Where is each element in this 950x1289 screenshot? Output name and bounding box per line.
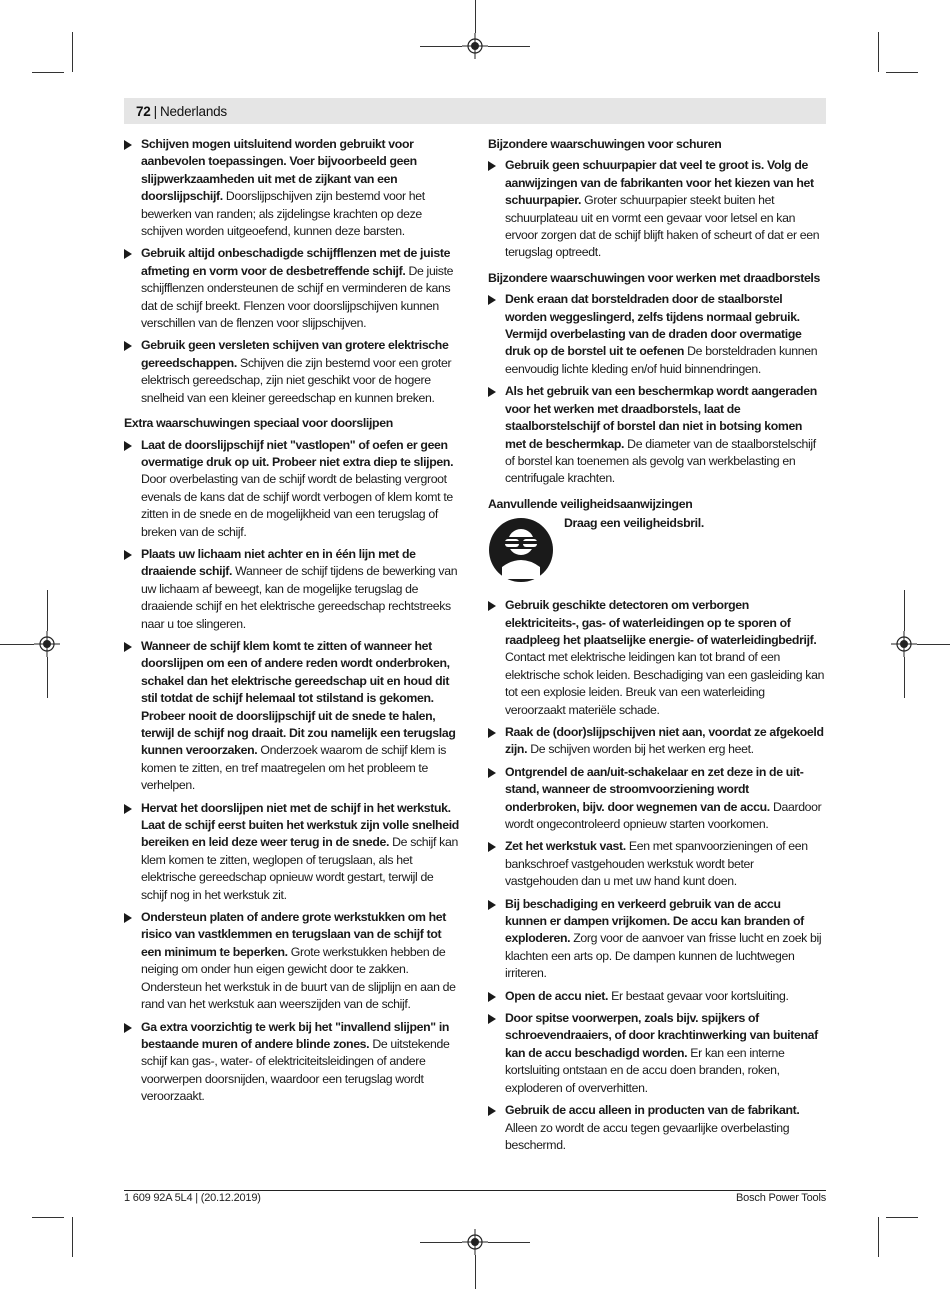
warning-bold-text: Denk eraan dat borsteldraden door de staalborstel worden weggeslingerd, zelfs tijdens normaal gebruik. Vermijd overbelasting van de draden door overmatige druk op de borstel uit te oefenen xyxy=(505,292,802,359)
warning-bold-text: Wanneer de schijf klem komt te zitten of wanneer het doorslijpen om een of andere reden wordt onderbroken, schakel dan het elektrische gereedschap uit en houd dit stil totdat de schijf helemaal tot stilstand is gekomen. Probeer nooit de doorslijpschijf uit de snede te halen, terwijl de schijf nog draait. Dit zou namelijk een terugslag kunnen veroorzaken. xyxy=(141,638,456,758)
warning-body-text: Doorslijpschijven zijn bestemd voor het bewerken van randen; als zijdelingse krachten op deze schijven worden uitgeoefend, kunnen deze barsten. xyxy=(141,189,425,239)
warning-body-text: De borsteldraden kunnen eenvoudig lichte kleding en/of huid binnendringen. xyxy=(505,344,818,376)
warning-bold-text: Gebruik de accu alleen in producten van de fabrikant. xyxy=(505,1103,800,1118)
triangle-right-icon xyxy=(488,728,496,738)
footer-brand: Bosch Power Tools xyxy=(736,1192,826,1204)
warning-body-text: De uitstekende schijf kan gas-, water- of elektriciteitsleidingen of andere voorwerpen doorsnijden, waardoor een terugslag wordt veroorzaakt. xyxy=(141,1036,450,1104)
warning-item xyxy=(488,291,825,378)
triangle-right-icon xyxy=(488,1014,496,1024)
safety-notice-text: Draag een veiligheidsbril. xyxy=(564,516,704,531)
warning-body-text: Schijven die zijn bestemd voor een groter elektrisch gereedschap, zijn niet geschikt voor de hogere snelheid van een kleiner gereedschap en kunnen breken. xyxy=(141,355,452,405)
warning-body-text: Grote werkstukken hebben de neiging om onder hun eigen gewicht door te zakken. Ondersteun het werkstuk in de buurt van de slijplijn en aan de rand van het werkstuk aan weerszijden van de schijf. xyxy=(141,944,456,1012)
warning-bold-text: Bij beschadiging en verkeerd gebruik van de accu kunnen er dampen vrijkomen. De accu kan branden of exploderen. xyxy=(505,896,804,946)
warning-bold-text: Raak de (door)slijpschijven niet aan, voordat ze afgekoeld zijn. xyxy=(505,724,824,757)
warning-item xyxy=(124,1019,461,1106)
warning-item xyxy=(488,838,825,890)
page-header xyxy=(124,98,826,124)
footer-rule xyxy=(124,1190,826,1191)
triangle-right-icon xyxy=(124,804,132,814)
warning-item xyxy=(488,597,825,719)
warning-body-text: De diameter van de staalborstelschijf of borstel kan toenemen als gevolg van werkbelasting en centrifugale krachten. xyxy=(505,436,816,486)
warning-bold-text: Hervat het doorslijpen niet met de schijf in het werkstuk. Laat de schijf eerst buiten het werkstuk zijn volle snelheid bereiken en leid deze weer terug in de snede. xyxy=(141,800,459,850)
warning-body-text: Er bestaat gevaar voor kortsluiting. xyxy=(608,988,789,1003)
triangle-right-icon xyxy=(124,441,132,451)
crop-mark xyxy=(886,72,918,73)
triangle-right-icon xyxy=(488,161,496,171)
section-heading: Bijzondere waarschuwingen voor schuren xyxy=(488,137,722,151)
crop-mark xyxy=(420,1242,462,1243)
warning-body-text: Alleen zo wordt de accu tegen gevaarlijke overbelasting beschermd. xyxy=(505,1120,790,1152)
triangle-right-icon xyxy=(124,341,132,351)
triangle-right-icon xyxy=(124,249,132,259)
warning-body-text: Daardoor wordt ongecontroleerd opnieuw starten voorkomen. xyxy=(505,799,822,831)
triangle-right-icon xyxy=(124,1023,132,1033)
warning-body-text: Een met spanvoorzieningen of een bankschroef vastgehouden werkstuk wordt beter vastgehouden dan u met uw hand kunt doen. xyxy=(505,839,808,889)
warning-item xyxy=(124,437,461,541)
warning-bold-text: Ga extra voorzichtig te werk bij het "invallend slijpen" in bestaande muren of andere blinde zones. xyxy=(141,1019,450,1051)
warning-item xyxy=(124,800,461,904)
footer-document-code: 1 609 92A 5L4 | (20.12.2019) xyxy=(124,1192,261,1204)
warning-item xyxy=(488,1102,825,1154)
warning-item xyxy=(488,988,825,1005)
triangle-right-icon xyxy=(488,387,496,397)
crop-mark xyxy=(475,0,476,33)
registration-mark-icon xyxy=(462,33,488,59)
crop-mark xyxy=(32,72,64,73)
triangle-right-icon xyxy=(124,913,132,923)
warning-body-text: Contact met elektrische leidingen kan tot brand of een elektrische schok leiden. Beschadiging van een gasleiding kan tot een explosie leiden. Breuk van een waterleiding veroorzaakt materiële schade. xyxy=(505,650,825,717)
registration-mark-icon xyxy=(34,631,60,657)
triangle-right-icon xyxy=(124,140,132,150)
warning-item xyxy=(124,245,461,332)
triangle-right-icon xyxy=(124,550,132,560)
warning-body-text: Wanneer de schijf tijdens de bewerking van uw lichaam af beweegt, kan de mogelijke terugslag de draaiende schijf en het elektrische gereedschap rechtstreeks naar u toe slingeren. xyxy=(141,564,458,631)
section-heading: Extra waarschuwingen speciaal voor doorslijpen xyxy=(124,416,393,431)
header-separator: | xyxy=(153,103,157,119)
warning-item xyxy=(488,383,825,487)
triangle-right-icon xyxy=(488,992,496,1002)
warning-item xyxy=(488,724,825,759)
warning-item xyxy=(488,764,825,834)
warning-body-text: Er kan een interne kortsluiting ontstaan en de accu doen branden, roken, exploderen of oververhitten. xyxy=(505,1045,785,1095)
crop-mark xyxy=(878,32,879,72)
crop-mark xyxy=(886,1217,918,1218)
warning-bold-text: Gebruik geen schuurpapier dat veel te groot is. Volg de aanwijzingen van de fabrikanten voor het kiezen van het schuurpapier. xyxy=(505,158,814,208)
crop-mark xyxy=(904,657,905,698)
page-number: 72 xyxy=(136,103,151,119)
left-column xyxy=(124,136,461,1111)
section-heading: Bijzondere waarschuwingen voor werken met draadborstels xyxy=(488,270,820,285)
warning-bold-text: Zet het werkstuk vast. xyxy=(505,839,626,854)
warning-bold-text: Laat de doorslijpschijf niet "vastlopen" of oefen er geen overmatige druk op uit. Probeer niet extra diep te slijpen. xyxy=(141,437,454,469)
crop-mark xyxy=(878,1217,879,1257)
crop-mark xyxy=(917,644,950,645)
warning-bold-text: Ondersteun platen of andere grote werkstukken om het risico van vastklemmen en terugslaan van de schijf tot een minimum te beperken. xyxy=(141,910,447,959)
registration-mark-icon xyxy=(891,631,917,657)
triangle-right-icon xyxy=(488,768,496,778)
warning-body-text: De schijf kan klem komen te zitten, weglopen of terugslaan, als het elektrische gereedschap opnieuw wordt gestart, terwijl de schijf nog in het werkstuk zit. xyxy=(141,835,458,902)
warning-bold-text: Gebruik geschikte detectoren om verborgen elektriciteits-, gas- of waterleidingen op te sporen of raadpleeg het plaatselijke energie- of waterleidingbedrijf. xyxy=(505,598,817,647)
warning-body-text: Groter schuurpapier steekt buiten het schuurplateau uit en vormt een gevaar voor letsel en kan ervoor zorgen dat de schijf blijft haken of scheurt of dat er een terugslag optreedt. xyxy=(505,193,820,260)
warning-body-text: Zorg voor de aanvoer van frisse lucht en zoek bij klachten een arts op. De dampen kunnen de luchtwegen irriteren. xyxy=(505,931,822,981)
crop-mark xyxy=(475,1255,476,1289)
warning-item xyxy=(124,337,461,407)
right-column xyxy=(488,136,825,1159)
triangle-right-icon xyxy=(488,900,496,910)
crop-mark xyxy=(488,46,530,47)
warning-bold-text: Open de accu niet. xyxy=(505,988,609,1003)
warning-body-text: De juiste schijfflenzen ondersteunen de schijf en verminderen de kans dat de schijf breekt. Flenzen voor doorslijpschijven kunnen verschillen van de flenzen voor slijpschijven. xyxy=(141,263,454,331)
warning-bold-text: Plaats uw lichaam niet achter en in één lijn met de draaiende schijf. xyxy=(141,546,416,579)
crop-mark xyxy=(904,590,905,631)
triangle-right-icon xyxy=(488,295,496,305)
triangle-right-icon xyxy=(488,1106,496,1116)
section-heading: Aanvullende veiligheidsaanwijzingen xyxy=(488,496,693,511)
registration-mark-icon xyxy=(462,1229,488,1255)
warning-bold-text: Schijven mogen uitsluitend worden gebruikt voor aanbevolen toepassingen. Voer bijvoorbeeld geen slijpwerkzaamheden uit met de zijkant van een doorslijpschijf. xyxy=(141,137,417,204)
crop-mark xyxy=(47,590,48,631)
warning-body-text: Door overbelasting van de schijf wordt de belasting vergroot evenals de kans dat de schijf wordt verbogen of klem komt te zitten in de snede en de mogelijkheid van een terugslag of breken van de schijf. xyxy=(141,472,453,539)
warning-item xyxy=(124,909,461,1013)
warning-bold-text: Als het gebruik van een beschermkap wordt aangeraden voor het werken met draadborstels, laat de staalborstelschijf of borstel dan niet in botsing komen met de beschermkap. xyxy=(505,384,817,451)
warning-body-text: Onderzoek waarom de schijf klem is komen te zitten, en tref maatregelen om het probleem te verhelpen. xyxy=(141,743,447,793)
warning-bold-text: Door spitse voorwerpen, zoals bijv. spijkers of schroevendraaiers, of door krachtinwerking van buitenaf kan de accu beschadigd worden. xyxy=(505,1011,818,1060)
warning-body-text: De schijven worden bij het werken erg heet. xyxy=(527,742,754,757)
warning-item xyxy=(488,896,825,983)
crop-mark xyxy=(72,1217,73,1257)
warning-item xyxy=(124,546,461,633)
triangle-right-icon xyxy=(488,842,496,852)
triangle-right-icon xyxy=(124,642,132,652)
crop-mark xyxy=(47,657,48,698)
crop-mark xyxy=(72,32,73,72)
crop-mark xyxy=(32,1217,64,1218)
crop-mark xyxy=(0,644,34,645)
warning-bold-text: Ontgrendel de aan/uit-schakelaar en zet deze in de uit-stand, wanneer de stroomvoorziening wordt onderbroken, bijv. door wegnemen van de accu. xyxy=(505,764,804,814)
warning-item xyxy=(488,157,825,261)
warning-bold-text: Gebruik altijd onbeschadigde schijfflenzen met de juiste afmeting en vorm voor de desbetreffende schijf. xyxy=(141,246,451,278)
warning-item xyxy=(488,1010,825,1097)
safety-notice xyxy=(488,517,825,583)
crop-mark xyxy=(488,1242,530,1243)
safety-goggles-icon xyxy=(488,517,554,583)
triangle-right-icon xyxy=(488,601,496,611)
warning-item xyxy=(124,638,461,795)
warning-item xyxy=(124,136,461,240)
crop-mark xyxy=(420,46,462,47)
warning-bold-text: Gebruik geen versleten schijven van grotere elektrische gereedschappen. xyxy=(141,338,449,370)
header-language: Nederlands xyxy=(159,103,227,119)
